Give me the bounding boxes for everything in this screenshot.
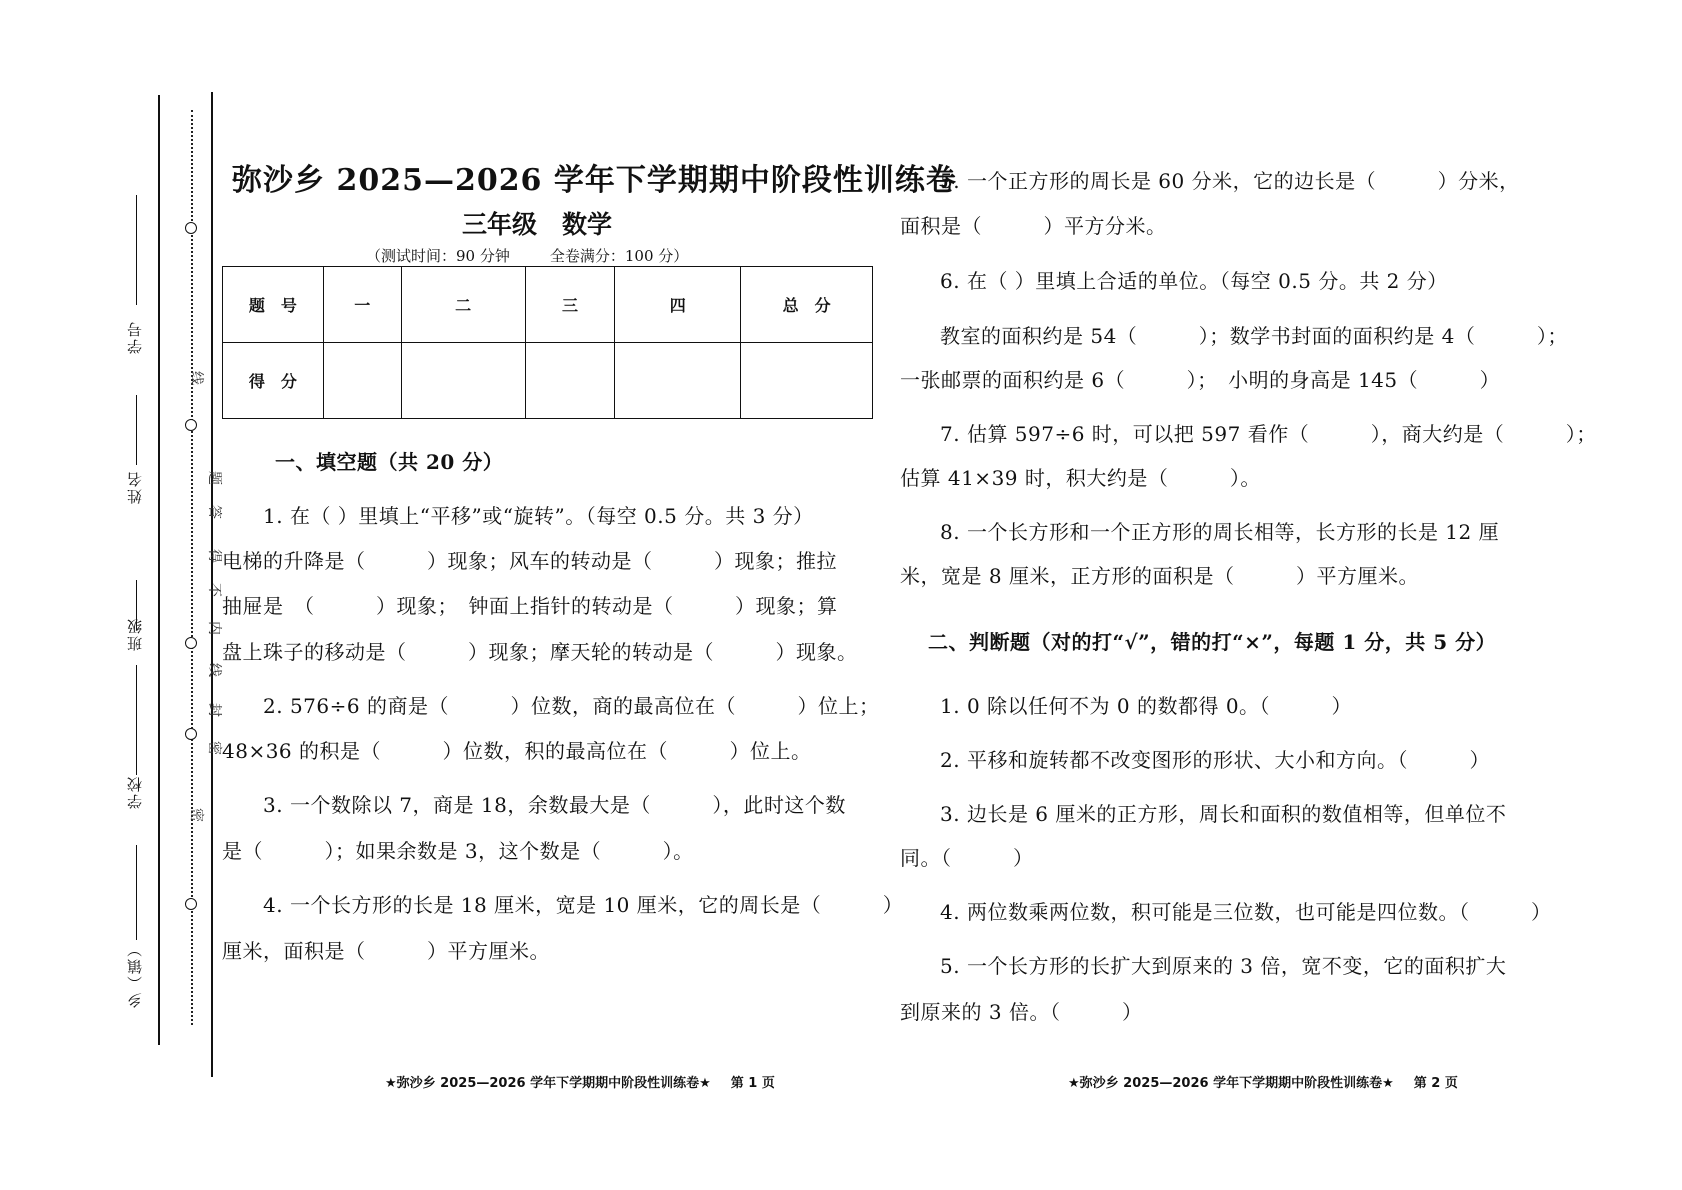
question-line: 抽屉是 （ ）现象； 钟面上指针的转动是（ ）现象；算 xyxy=(222,594,838,618)
row-header-score: 得 分 xyxy=(223,343,324,419)
page1-footer xyxy=(385,1072,775,1091)
question-line: 面积是（ ）平方分米。 xyxy=(900,214,1167,238)
question-line: 4. 一个长方形的长是 18 厘米，宽是 10 厘米，它的周长是（ ） xyxy=(263,893,904,917)
col-header: 总 分 xyxy=(741,267,873,343)
student-id-label: 学号 xyxy=(126,320,144,354)
footer-text: ★弥沙乡 2025—2026 学年下学期期中阶段性训练卷★ xyxy=(1068,1076,1394,1091)
score-cell[interactable] xyxy=(401,343,525,419)
margin-dotted-line xyxy=(191,110,193,1025)
binding-hole-5 xyxy=(185,898,197,910)
exam-title: 弥沙乡 2025—2026 学年下学期期中阶段性训练卷 xyxy=(232,163,957,198)
page-number: 第 1 页 xyxy=(730,1076,775,1091)
question-line: 2. 平移和旋转都不改变图形的形状、大小和方向。（ ） xyxy=(940,748,1490,772)
score-cell[interactable] xyxy=(741,343,873,419)
question-line: 5. 一个正方形的周长是 60 分米，它的边长是（ ）分米， xyxy=(940,169,1520,193)
score-cell[interactable] xyxy=(323,343,401,419)
seal-char: 不 xyxy=(206,583,222,597)
section-2-heading: 二、判断题（对的打“√”，错的打“×”，每题 1 分，共 5 分） xyxy=(928,630,1497,654)
full-score: 全卷满分：100 分） xyxy=(549,247,689,265)
question-line: 5. 一个长方形的长扩大到原来的 3 倍，宽不变，它的面积扩大 xyxy=(940,954,1507,978)
footer-text: ★弥沙乡 2025—2026 学年下学期期中阶段性训练卷★ xyxy=(385,1076,711,1091)
question-line: 电梯的升降是（ ）现象；风车的转动是（ ）现象；推拉 xyxy=(222,549,837,573)
score-table xyxy=(222,266,873,419)
question-line: 8. 一个长方形和一个正方形的周长相等，长方形的长是 12 厘 xyxy=(940,520,1500,544)
seal-char: 答 xyxy=(206,505,222,519)
class-label: 班级 xyxy=(126,617,144,651)
score-table-score-row xyxy=(223,343,873,419)
question-line: 3. 边长是 6 厘米的正方形，周长和面积的数值相等，但单位不 xyxy=(940,802,1507,826)
score-table-header-row xyxy=(223,267,873,343)
seal-char: 得 xyxy=(206,549,222,563)
page2-footer xyxy=(1068,1072,1458,1091)
school-blank[interactable] xyxy=(136,665,137,775)
question-line: 厘米，面积是（ ）平方厘米。 xyxy=(222,939,550,963)
score-cell[interactable] xyxy=(615,343,741,419)
col-header: 二 xyxy=(401,267,525,343)
exam-meta xyxy=(366,245,688,266)
binding-hole-1 xyxy=(185,222,197,234)
question-line: 估算 41×39 时，积大约是（ ）。 xyxy=(900,466,1261,490)
question-line: 3. 一个数除以 7，商是 18，余数最大是（ ），此时这个数 xyxy=(263,793,846,817)
section-1-heading: 一、填空题（共 20 分） xyxy=(275,450,504,474)
question-line: 一张邮票的面积约是 6（ ）； 小明的身高是 145（ ） xyxy=(900,368,1501,392)
student-id-blank[interactable] xyxy=(136,195,137,305)
township-label: 乡（镇） xyxy=(126,940,144,1008)
seal-char: 密 xyxy=(206,741,222,755)
question-line: 6. 在（ ）里填上合适的单位。（每空 0.5 分。共 2 分） xyxy=(940,269,1448,293)
exam-subtitle: 三年级 数学 xyxy=(462,210,613,239)
question-line: 到原来的 3 倍。（ ） xyxy=(900,1000,1143,1024)
question-line: 1. 0 除以任何不为 0 的数都得 0。（ ） xyxy=(940,694,1353,718)
binding-hole-2 xyxy=(185,419,197,431)
seal-char: 内 xyxy=(206,621,222,635)
name-label: 姓名 xyxy=(126,470,144,504)
seal-char: 密 xyxy=(188,808,204,822)
binding-hole-4 xyxy=(185,728,197,740)
township-blank[interactable] xyxy=(136,845,137,940)
col-header: 一 xyxy=(323,267,401,343)
score-cell[interactable] xyxy=(525,343,615,419)
question-line: 48×36 的积是（ ）位数，积的最高位在（ ）位上。 xyxy=(222,739,812,763)
page-number: 第 2 页 xyxy=(1413,1076,1458,1091)
question-line: 米，宽是 8 厘米，正方形的面积是（ ）平方厘米。 xyxy=(900,564,1419,588)
margin-outer-line xyxy=(158,95,160,1045)
seal-char: 线 xyxy=(206,663,222,677)
row-header-question-no: 题 号 xyxy=(223,267,324,343)
question-line: 7. 估算 597÷6 时，可以把 597 看作（ ），商大约是（ ）； xyxy=(940,422,1597,446)
question-line: 4. 两位数乘两位数，积可能是三位数，也可能是四位数。（ ） xyxy=(940,900,1552,924)
col-header: 三 xyxy=(525,267,615,343)
seal-char: 线 xyxy=(188,371,204,385)
question-line: 2. 576÷6 的商是（ ）位数，商的最高位在（ ）位上； xyxy=(263,694,880,718)
seal-char: 题 xyxy=(206,471,222,485)
question-line: 盘上珠子的移动是（ ）现象；摩天轮的转动是（ ）现象。 xyxy=(222,640,858,664)
question-line: 1. 在（ ）里填上“平移”或“旋转”。（每空 0.5 分。共 3 分） xyxy=(263,504,814,528)
col-header: 四 xyxy=(615,267,741,343)
name-blank[interactable] xyxy=(136,395,137,465)
binding-hole-3 xyxy=(185,637,197,649)
school-label: 学校 xyxy=(126,775,144,809)
question-line: 是（ ）；如果余数是 3，这个数是（ ）。 xyxy=(222,839,694,863)
question-line: 同。（ ） xyxy=(900,846,1034,870)
test-time: （测试时间：90 分钟 xyxy=(366,247,510,265)
seal-char: 封 xyxy=(206,703,222,717)
question-line: 教室的面积约是 54（ ）；数学书封面的面积约是 4（ ）； xyxy=(940,324,1568,348)
